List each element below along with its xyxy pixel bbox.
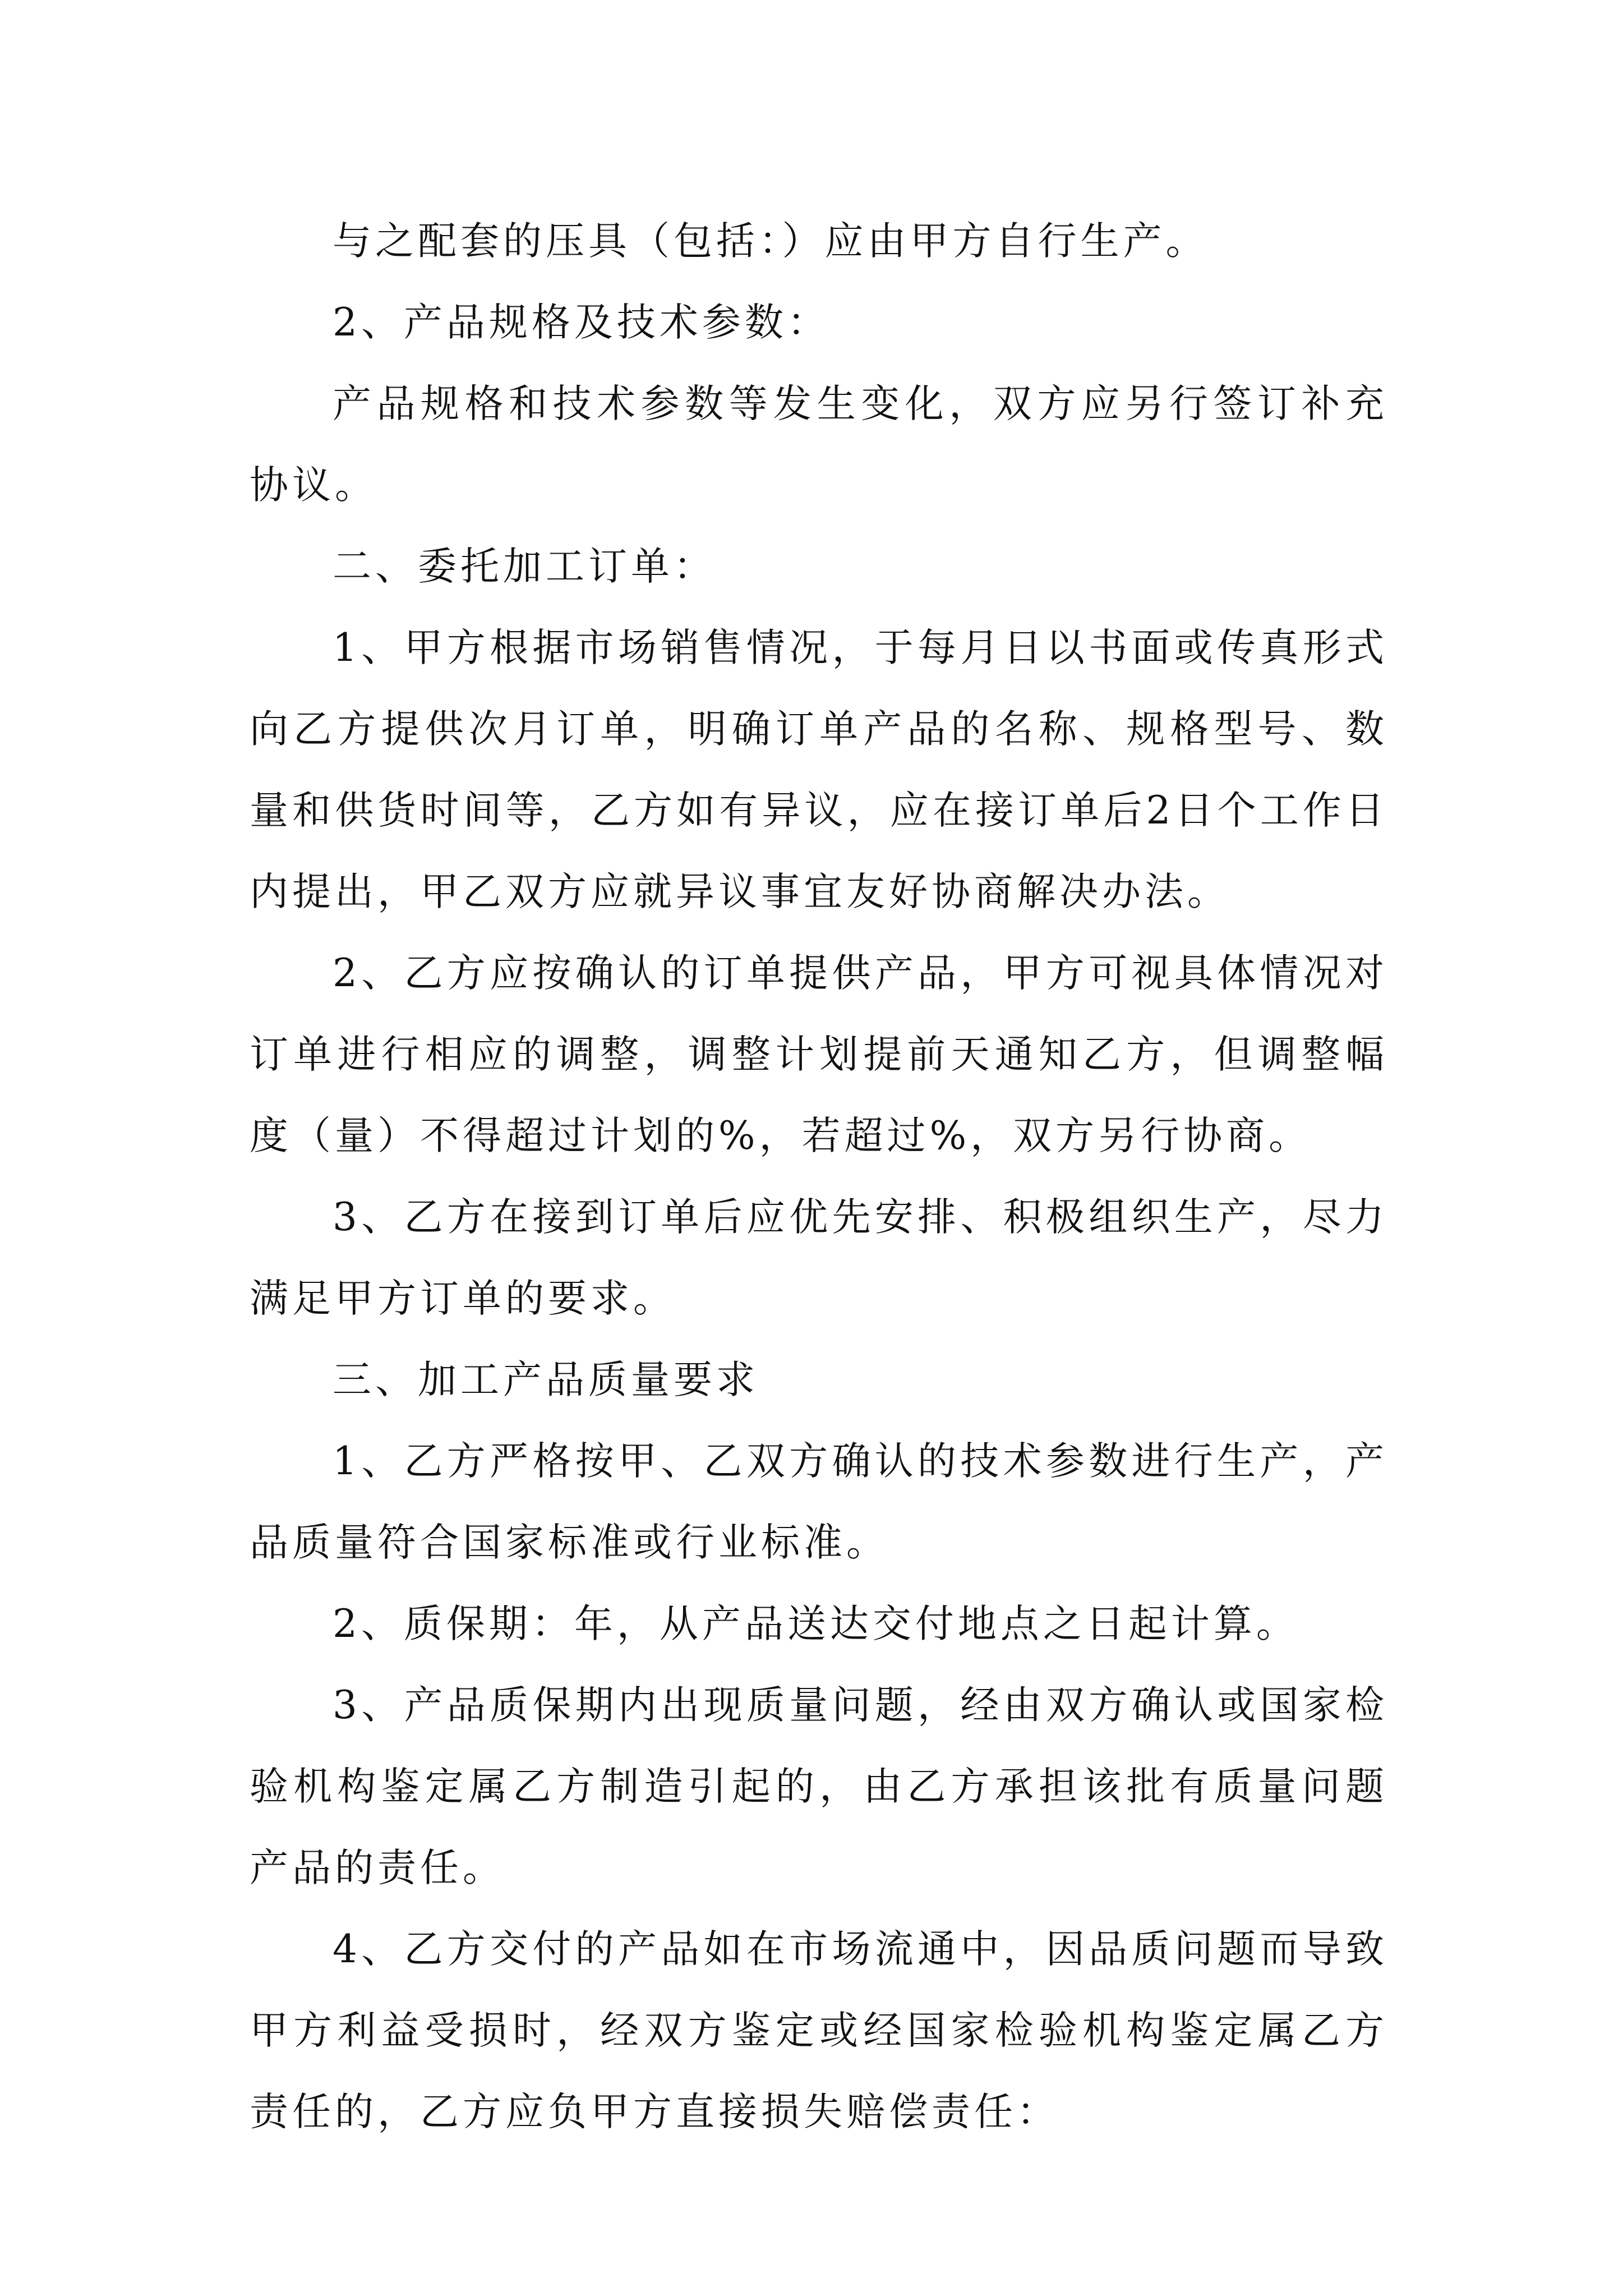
paragraph-quality-1: 1、乙方严格按甲、乙双方确认的技术参数进行生产，产品质量符合国家标准或行业标准。: [250, 1439, 1388, 1565]
paragraph-order-2: 2、乙方应按确认的订单提供产品，甲方可视具体情况对订单进行相应的调整，调整计划提前天通知乙方，但调整幅度（量）不得超过计划的%，若超过%，双方另行协商。: [250, 951, 1388, 1158]
paragraph-order-3: 3、乙方在接到订单后应优先安排、积极组织生产，尽力满足甲方订单的要求。: [250, 1195, 1388, 1321]
section-heading-quality: 三、加工产品质量要求: [333, 1358, 759, 1402]
paragraph-order-1: 1、甲方根据市场销售情况，于每月日以书面或传真形式向乙方提供次月订单，明确订单产品的名称、规格型号、数量和供货时间等，乙方如有异议，应在接订单后2日个工作日内提出，甲乙双方应就异议事宜友好协商解决办法。: [250, 625, 1388, 914]
paragraph-quality-4: 4、乙方交付的产品如在市场流通中，因品质问题而导致甲方利益受损时，经双方鉴定或经国家检验机构鉴定属乙方责任的，乙方应负甲方直接损失赔偿责任：: [250, 1927, 1388, 2134]
paragraph-quality-2: 2、质保期：年，从产品送达交付地点之日起计算。: [333, 1602, 1299, 1646]
paragraph-press-tools: 与之配套的压具（包括：）应由甲方自行生产。: [333, 219, 1209, 264]
paragraph-quality-3: 3、产品质保期内出现质量问题，经由双方确认或国家检验机构鉴定属乙方制造引起的，由乙方承担该批有质量问题产品的责任。: [250, 1683, 1388, 1890]
paragraph-spec-change: 产品规格和技术参数等发生变化，双方应另行签订补充协议。: [250, 381, 1388, 508]
paragraph-spec-heading: 2、产品规格及技术参数：: [333, 300, 830, 345]
document-body: [250, 201, 1388, 2153]
section-heading-orders: 二、委托加工订单：: [333, 544, 716, 589]
